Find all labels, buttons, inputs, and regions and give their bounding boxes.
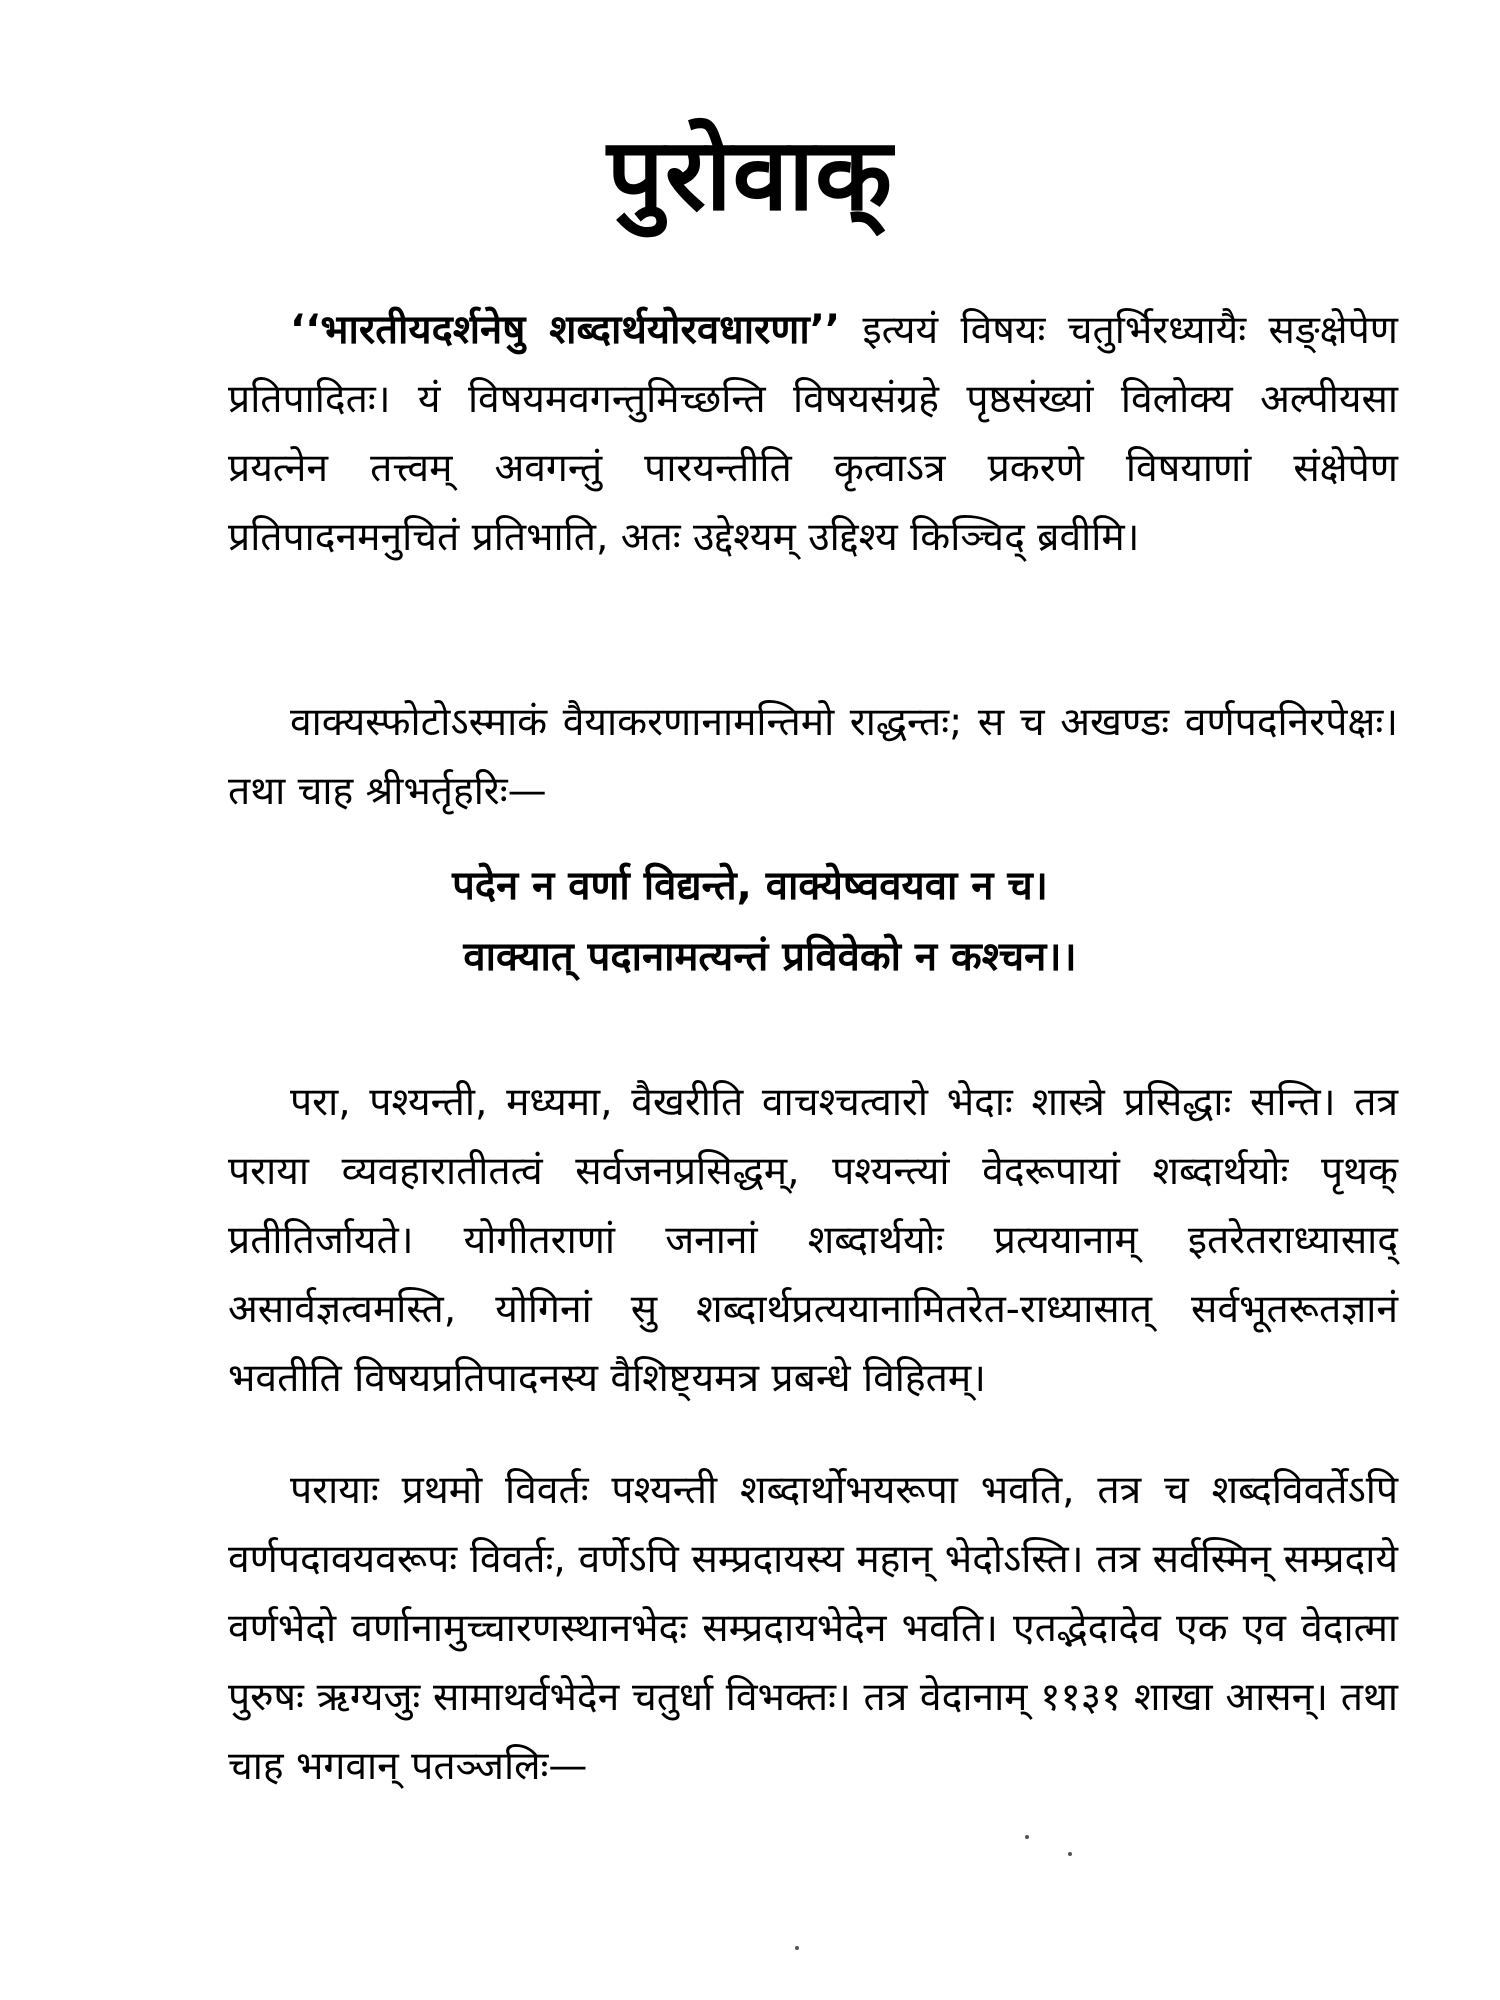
paragraph-pashyanti: परायाः प्रथमो विवर्तः पश्यन्ती शब्दार्थोभयरूपा भवति, तत्र च शब्दविवर्तेऽपि वर्णपदावयवरूपः विवर्तः, वर्णेऽपि सम्प्रदायस्य महान् भेदोऽस्ति। तत्र सर्वस्मिन् सम्प्रदाये वर्णभेदो वर्णानामुच्चारणस्थानभेदः सम्प्रदायभेदेन भवति। एतद्भेदादेव एक एव वेदात्मा पुरुषः ऋग्यजुः सामाथर्वभेदेन चतुर्धा विभक्तः। तत्र वेदानाम् ११३१ शाखा आसन्। तथा चाह भगवान् पतञ्जलिः— [228,1468,1398,1789]
paragraph-intro [228,296,1398,572]
page-title: पुरोवाक् [607,116,893,233]
verse-line-1: पदेन न वर्णा विद्यन्ते, वाक्येष्ववयवा न च। [452,863,1048,909]
verse-line-2: वाक्यात् पदानामत्यन्तं प्रविवेको न कश्चन।। [463,934,1077,980]
quoted-subject-title: ‘‘भारतीयदर्शनेषु शब्दार्थयोरवधारणा’’ [290,307,841,353]
paragraph-vakyasphota: वाक्यस्फोटोऽस्माकं वैयाकरणानामन्तिमो राद्धन्तः; स च अखण्डः वर्णपदनिरपेक्षः। तथा चाह श्रीभर्तृहरिः— [228,700,1398,814]
scan-speck [795,1946,799,1950]
paragraph-four-speech-levels: परा, पश्यन्ती, मध्यमा, वैखरीति वाचश्चत्वारो भेदाः शास्त्रे प्रसिद्धाः सन्ति। तत्र पराया व्यवहारातीतत्वं सर्वजनप्रसिद्धम्, पश्यन्त्यां वेदरूपायां शब्दार्थयोः पृथक् प्रतीतिर्जायते। योगीतराणां जनानां शब्दार्थयोः प्रत्ययानाम् इतरेतराध्यासाद् असार्वज्ञत्वमस्ति, योगिनां सु शब्दार्थप्रत्ययानामितरेत-राध्यासात् सर्वभूतरूतज्ञानं भवतीति विषयप्रतिपादनस्य वैशिष्ट्यमत्र प्रबन्धे विहितम्। [228,1080,1398,1401]
scan-speck [1068,1852,1072,1856]
scan-speck [1025,1835,1029,1839]
paragraph-intro-text: इत्ययं विषयः चतुर्भिरध्यायैः सङ्क्षेपेण प्रतिपादितः। यं विषयमवगन्तुमिच्छन्ति विषयसंग्रहे पृष्ठसंख्यां विलोक्य अल्पीयसा प्रयत्नेन तत्त्वम् अवगन्तुं पारयन्तीति कृत्वाऽत्र प्रकरणे विषयाणां संक्षेपेण प्रतिपादनमनुचितं प्रतिभाति, अतः उद्देश्यम् उद्दिश्य किञ्चिद् ब्रवीमि। [228,308,1398,560]
